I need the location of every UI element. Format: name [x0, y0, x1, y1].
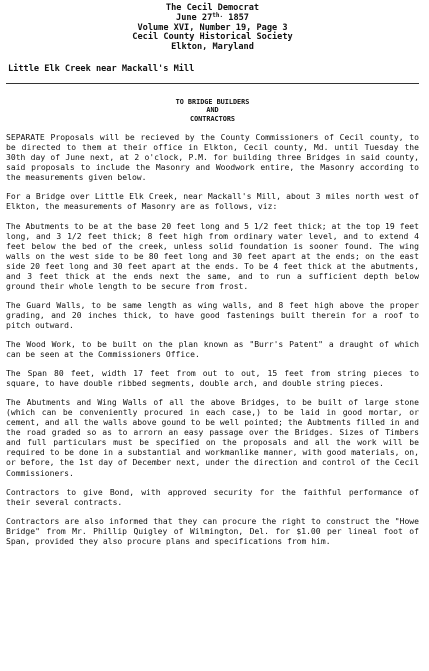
society-location: Elkton, Maryland	[171, 42, 254, 53]
issue-date-year: 1857	[223, 12, 249, 23]
newspaper-title: The Cecil Democrat	[165, 3, 260, 13]
document-subject: Little Elk Creek near Mackall's Mill	[8, 63, 195, 74]
paragraph-proposals: SEPARATE Proposals will be recieved by the County Commissioners of Cecil county, to be directed to them at their office in Elkton, Cecil county, Md. until Tuesday the 30th day of June next, at 2 o'clock, P.M. for building three Bridges in said county, said proposals to include the Masonry and Woodwork entire, the Masonry according to the measurements given below.	[6, 133, 419, 183]
notice-heading	[6, 98, 419, 123]
issue-reference: Volume XVI, Number 19, Page 3	[137, 22, 288, 33]
notice-heading-line-2: AND	[206, 106, 219, 115]
paragraph-abutments: The Abutments to be at the base 20 feet long and 5 1/2 feet thick; at the top 19 feet long, and 3 1/2 feet thick; 8 feet high from ordinary water level, and to extend 4 feet below the bed of the creek, unless solid foundation is sooner found. The wing walls on the west side to be 80 feet long and 30 feet apart at the ends; on the east side 20 feet long and 30 feet apart at the ends. To be 4 feet thick at the abutments, and 3 feet thick at the ends next the same, and to run a sufficient depth below ground their whole length to be secure from frost.	[6, 221, 419, 291]
notice-heading-line-3: CONTRACTORS	[189, 114, 235, 123]
paragraph-guard-walls: The Guard Walls, to be same length as wing walls, and 8 feet high above the proper grading, and 20 inches thick, to have good fastenings built therein for a roof to pitch outward.	[6, 300, 419, 330]
paragraph-howe-bridge: Contractors are also informed that they can procure the right to construct the "Howe Bridge" from Mr. Phillip Quigley of Wilmington, Del. for $1.00 per lineal foot of Span, provided they also procure plans and specifications from him.	[6, 516, 419, 546]
issue-date-day: June 27	[176, 12, 213, 23]
masthead	[6, 4, 419, 53]
divider-line	[6, 83, 419, 84]
paragraph-bond: Contractors to give Bond, with approved security for the faithful performance of their several contracts.	[6, 487, 419, 507]
paragraph-bridge-location: For a Bridge over Little Elk Creek, near Mackall's Mill, about 3 miles north west of Elkton, the measurements of Masonry are as follows, viz:	[6, 192, 419, 212]
notice-heading-line-1: TO BRIDGE BUILDERS	[175, 97, 250, 106]
notice-body	[6, 133, 419, 547]
paragraph-walls-materials: The Abutments and Wing Walls of all the above Bridges, to be built of large stone (which can be conveniently procured in each case,) to be laid in good mortar, or cement, and all the walls above gound to be well pointed; the Aubtments filled in and the road graded so as to arrorn an easy passage over the Bridges. Sizes of Timbers and full particulars must be specified on the proposals and all the work will be required to be done in a substantial and workmanlike manner, with good materials, on, or before, the 1st day of December next, under the direction and control of the Cecil Commissioners.	[6, 398, 419, 478]
paragraph-wood-work: The Wood Work, to be built on the plan known as "Burr's Patent" a draught of which can be seen at the Commissioners Office.	[6, 340, 419, 360]
paragraph-span: The Span 80 feet, width 17 feet from out to out, 15 feet from string pieces to square, to have double ribbed segments, double arch, and double string pieces.	[6, 369, 419, 389]
society-name: Cecil County Historical Society	[132, 32, 293, 43]
issue-date-ordinal: th.	[212, 11, 224, 19]
